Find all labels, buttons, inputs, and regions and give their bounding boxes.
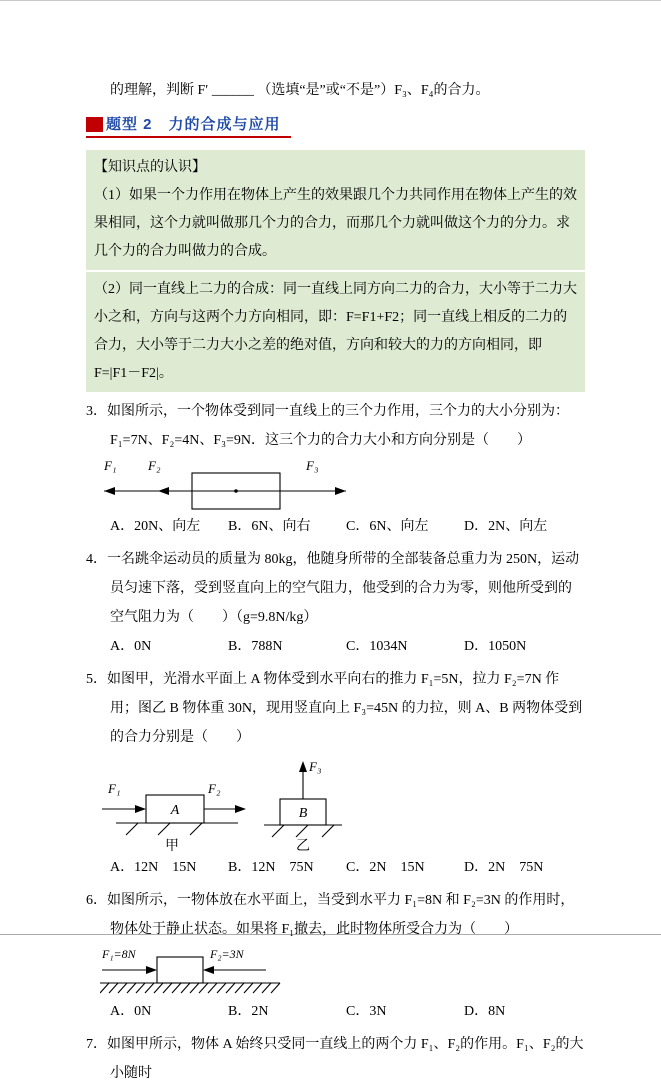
question-3-options xyxy=(110,514,585,540)
box-b-label: B xyxy=(298,806,308,821)
subfigure-yi xyxy=(264,759,342,853)
option-d: D．2N 75N xyxy=(464,860,544,875)
question-5-options xyxy=(110,855,585,881)
option-b: B．12N 75N xyxy=(228,860,314,875)
ground-hatch xyxy=(190,823,202,835)
question-4-number: 4． xyxy=(86,552,107,567)
ground-hatch xyxy=(158,823,170,835)
arrowhead-f2 xyxy=(203,966,214,974)
arrowhead-left-f1 xyxy=(104,487,115,495)
question-5-figure xyxy=(100,755,350,853)
option-a: A．0N xyxy=(110,1004,152,1019)
option-c: C．1034N xyxy=(346,639,408,654)
arrowhead-left-f2 xyxy=(158,487,169,495)
force-f3-label: F₃ xyxy=(309,759,322,774)
force-f2-label: F₂=3N xyxy=(210,947,244,961)
question-6-text xyxy=(86,886,585,944)
ground-hatch xyxy=(296,825,308,837)
question-3-figure xyxy=(100,458,350,512)
question-3-text xyxy=(86,397,585,455)
caption-jia: 甲 xyxy=(165,839,179,853)
option-d: D．8N xyxy=(464,1004,506,1019)
option-d: D．2N、向左 xyxy=(464,519,548,534)
question-6-body: 如图所示，一物体放在水平面上，当受到水平力 F₁=8N 和 F₂=3N 的作用时，物体处于静止状态。如果将 F₁撤去，此时物体所受合力为（ ） xyxy=(107,893,575,937)
option-a: A．0N xyxy=(110,639,152,654)
option-c: C．3N xyxy=(346,1004,387,1019)
question-7-number: 7． xyxy=(86,1037,107,1052)
center-dot xyxy=(234,489,238,493)
arrowhead-f2 xyxy=(235,805,246,813)
option-b: B．2N xyxy=(228,1004,269,1019)
force-f1-label: F₁ xyxy=(104,458,117,473)
question-5 xyxy=(86,665,585,881)
option-a: A．12N 15N xyxy=(110,860,197,875)
question-7-body: 如图甲所示，物体 A 始终只受同一直线上的两个力 F₁、F₂的作用。F₁、F₂的大小随时 xyxy=(107,1037,584,1081)
arrowhead-f1 xyxy=(146,966,157,974)
question-4 xyxy=(86,545,585,660)
ground-hatch xyxy=(272,825,284,837)
question-7-text xyxy=(86,1030,585,1088)
question-5-number: 5． xyxy=(86,672,107,687)
section-heading xyxy=(86,113,291,138)
ground-hatch xyxy=(322,825,334,837)
question-4-body: 一名跳伞运动员的质量为 80kg，他随身所带的全部装备总重力为 250N，运动员匀速下落，受到竖直向上的空气阻力，他受到的合力为零，则他所受到的空气阻力为（ ）（g=9.8N/kg） xyxy=(107,552,580,625)
question-3-body: 如图所示，一个物体受到同一直线上的三个力作用，三个力的大小分别为：F₁=7N、F₂=4N、F₃=9N．这三个力的合力大小和方向分别是（ ） xyxy=(107,404,569,448)
arrowhead-right-f3 xyxy=(335,487,346,495)
arrowhead-f1 xyxy=(135,805,146,813)
knowledge-title: 【知识点的认识】 xyxy=(94,160,206,175)
force-f2-label: F₂ xyxy=(208,781,221,796)
question-7 xyxy=(86,1030,585,1088)
subfigure-jia xyxy=(102,781,246,853)
question-6 xyxy=(86,886,585,1025)
section-heading-row xyxy=(86,111,585,150)
object-box xyxy=(157,957,203,983)
knowledge-point-1: （1）如果一个力作用在物体上产生的效果跟几个力共同作用在物体上产生的效果相同，这个力就叫做那几个力的合力，而那几个力就叫做这个力的分力。求几个力的合力叫做力的合成。 xyxy=(94,188,577,259)
option-b: B．788N xyxy=(228,639,283,654)
intro-line: 的理解，判断 F′ ______ （选填“是”或“不是”）F₃、F₄的合力。 xyxy=(110,83,490,98)
box-a-label: A xyxy=(170,803,180,818)
section-bullet-square xyxy=(86,117,103,132)
question-5-text xyxy=(86,665,585,752)
force-f3-label: F₃ xyxy=(306,458,319,473)
option-a: A．20N、向左 xyxy=(110,519,201,534)
arrowhead-f3 xyxy=(299,761,307,772)
question-4-text xyxy=(86,545,585,632)
question-4-options xyxy=(110,634,585,660)
option-d: D．1050N xyxy=(464,639,527,654)
ground-hatch-band xyxy=(100,983,280,993)
force-f1-label: F₁=8N xyxy=(102,947,136,961)
question-6-figure xyxy=(100,947,290,997)
question-6-number: 6． xyxy=(86,893,107,908)
caption-yi: 乙 xyxy=(296,839,310,853)
ground-hatch xyxy=(126,823,138,835)
question-3 xyxy=(86,397,585,540)
question-6-options xyxy=(110,999,585,1025)
section-title: 题型 2 力的合成与应用 xyxy=(106,116,281,133)
knowledge-box-1 xyxy=(86,150,585,270)
option-b: B．6N、向右 xyxy=(228,519,311,534)
question-3-number: 3． xyxy=(86,404,107,419)
option-c: C．2N 15N xyxy=(346,860,425,875)
question-5-body: 如图甲，光滑水平面上 A 物体受到水平向右的推力 F₁=5N，拉力 F₂=7N 作用；图乙 B 物体重 30N，现用竖直向上 F₃=45N 的力拉，则 A、B 两物体受到的合力分别是（ ） xyxy=(107,672,583,745)
force-f2-label: F₂ xyxy=(148,458,161,473)
option-c: C．6N、向左 xyxy=(346,519,429,534)
knowledge-point-2: （2）同一直线上二力的合成：同一直线上同方向二力的合力，大小等于二力大小之和，方向与这两个力方向相同，即：F=F1+F2；同一直线上相反的二力的合力，大小等于二力大小之差的绝对值，方向和较大的力的方向相同，即 F=|F1－F2|。 xyxy=(94,282,577,381)
knowledge-box-2 xyxy=(86,272,585,392)
force-f1-label: F₁ xyxy=(108,781,121,796)
